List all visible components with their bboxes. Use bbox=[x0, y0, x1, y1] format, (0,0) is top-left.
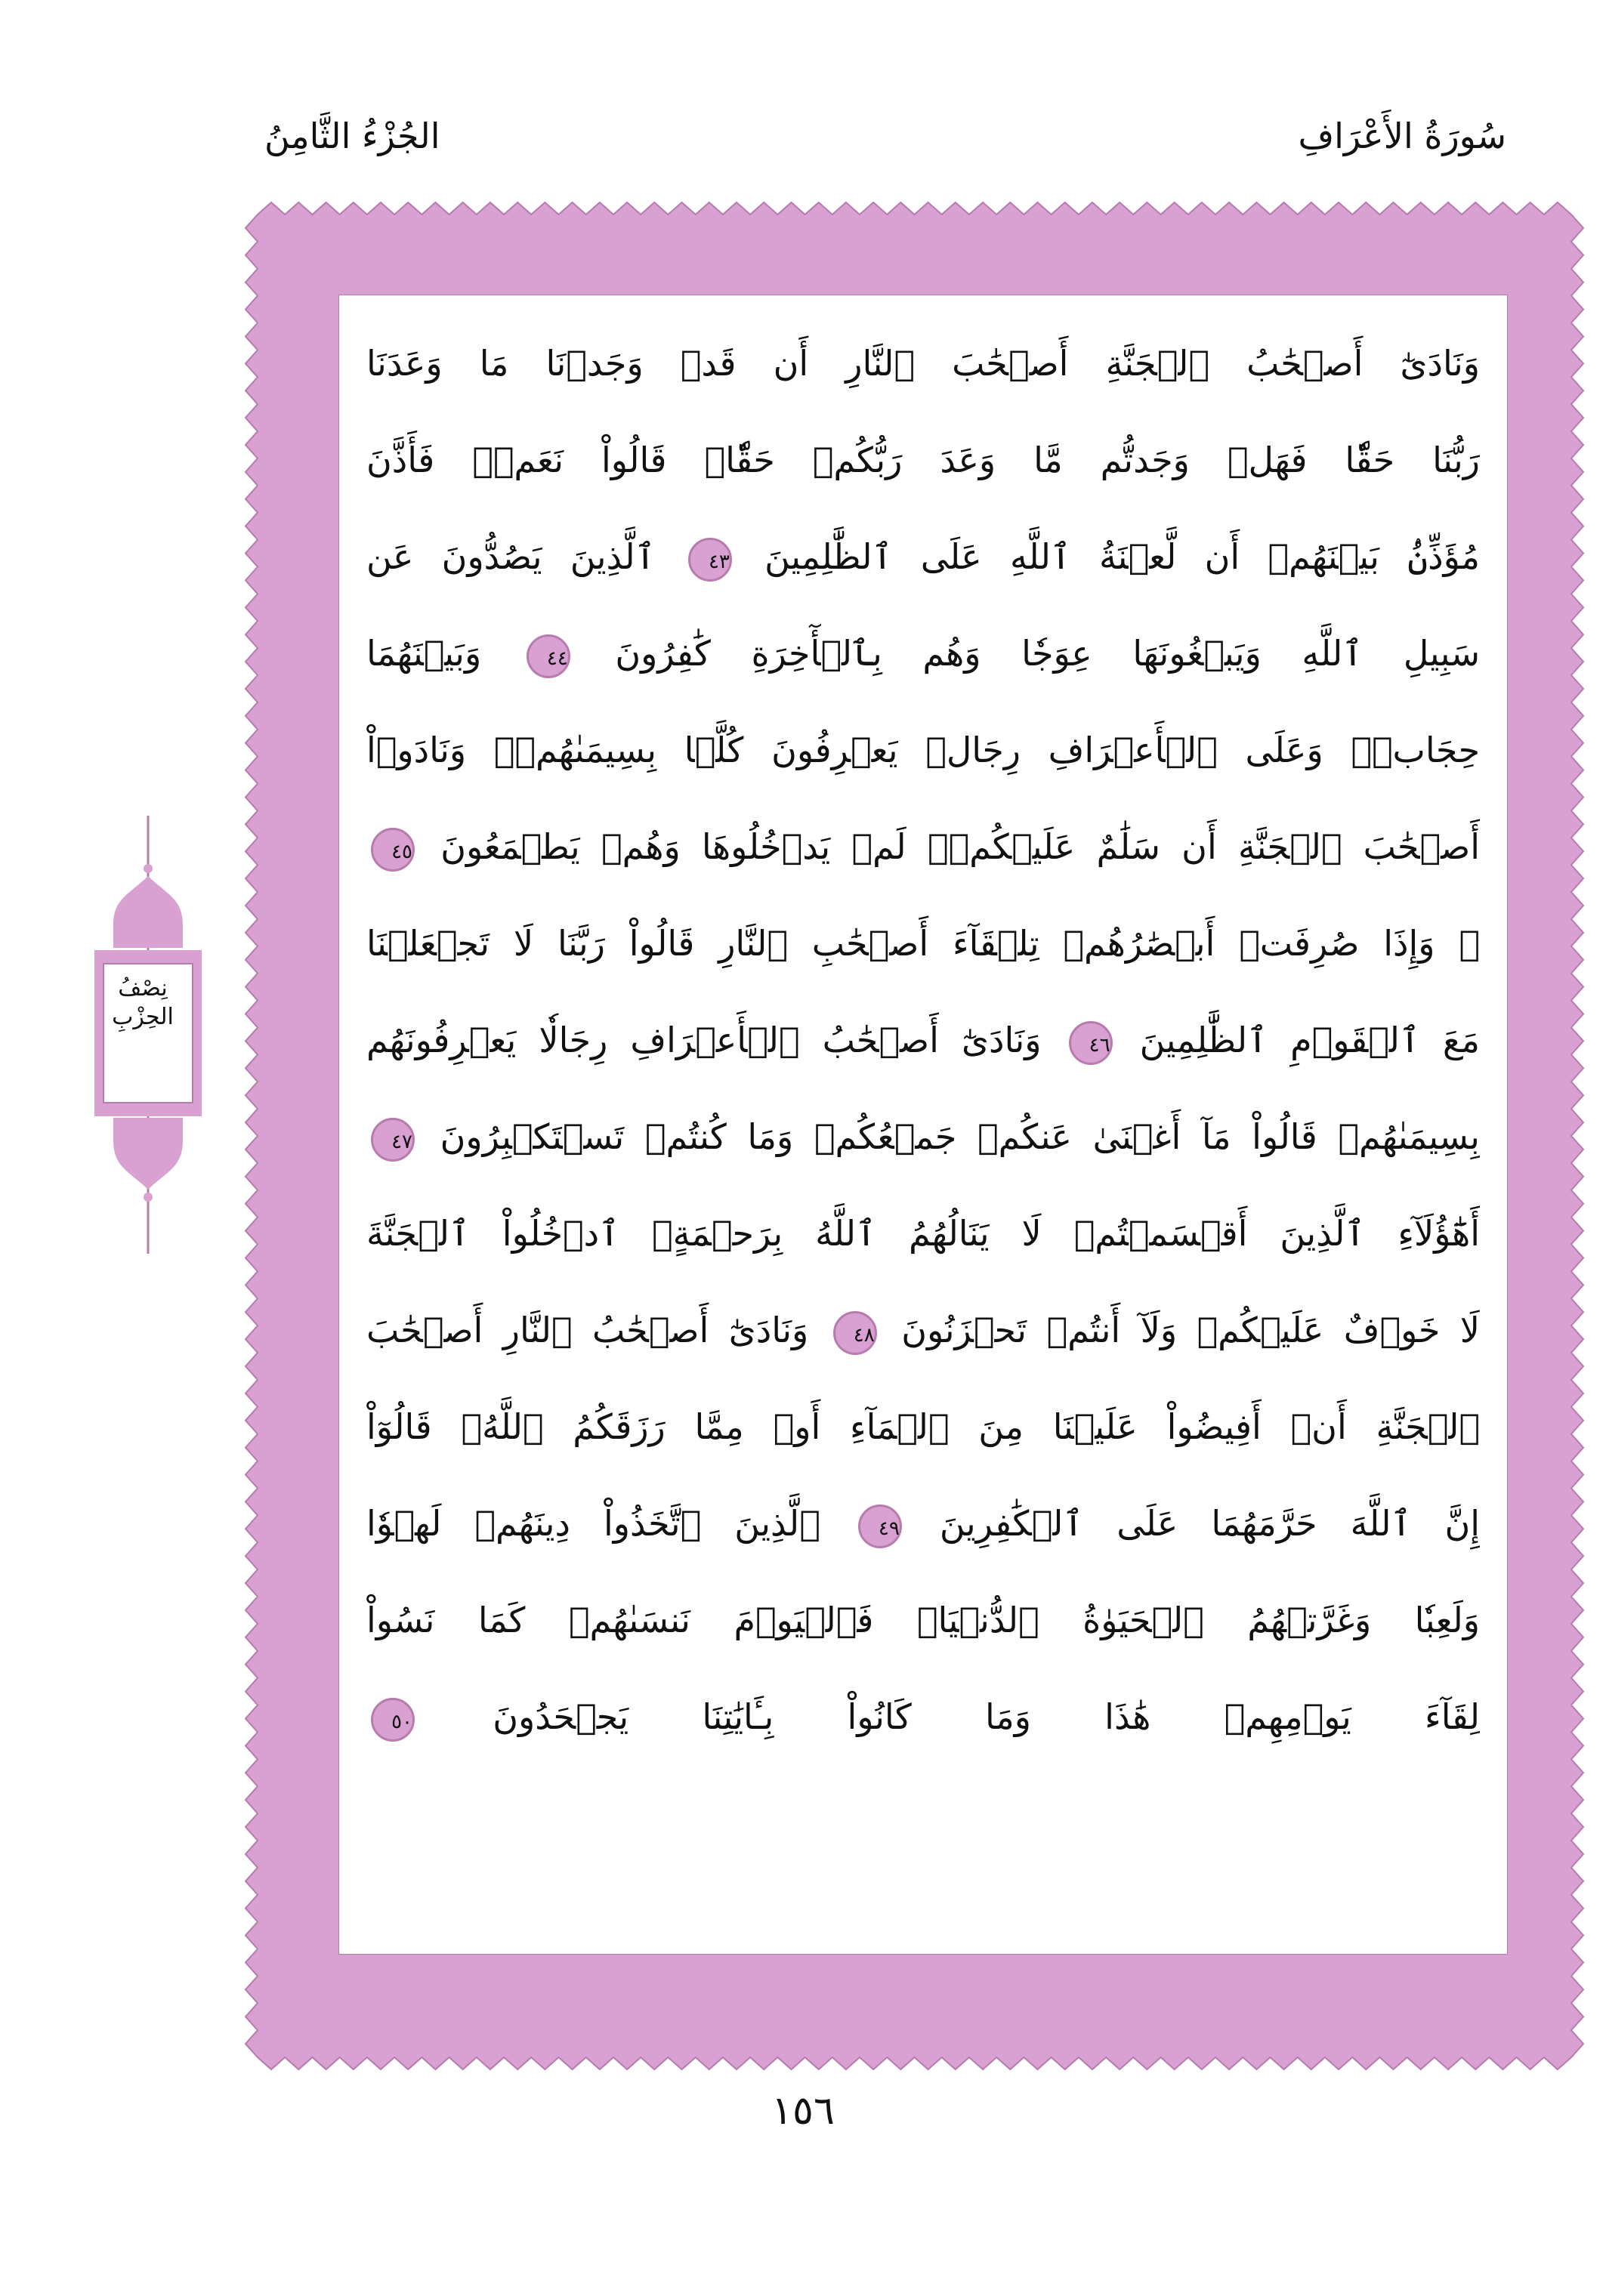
juz-name: الجُزْءُ الثَّامِنُ bbox=[264, 116, 440, 156]
surah-name: سُورَةُ الأَعْرَافِ bbox=[1298, 116, 1506, 156]
hizb-ornament-icon bbox=[0, 0, 302, 1359]
quran-text-area bbox=[339, 295, 1507, 1954]
ayah-number-marker: ٤٤ bbox=[527, 634, 570, 678]
verse-text: سَبِيلِ ٱللَّهِ وَيَبۡغُونَهَا عِوَجٗا وَهُم بِٱلۡأٓخِرَةِ كَٰفِرُونَ bbox=[615, 633, 1480, 674]
ayah-number-marker: ٤٦ bbox=[1069, 1021, 1113, 1065]
hizb-label-line2: الحِزْبِ bbox=[112, 1004, 174, 1030]
verse-line bbox=[366, 315, 1480, 412]
page-number: ١٥٦ bbox=[771, 2088, 835, 2134]
verse-line bbox=[366, 1088, 1480, 1185]
verse-line bbox=[366, 1475, 1480, 1572]
verse-line bbox=[366, 1282, 1480, 1378]
verse-text: إِنَّ ٱللَّهَ حَرَّمَهُمَا عَلَى ٱلۡكَٰفِرِينَ bbox=[939, 1503, 1480, 1544]
verse-line bbox=[366, 1378, 1480, 1475]
ayah-number-marker: ٤٧ bbox=[371, 1118, 415, 1162]
verse-text: رَبُّنَا حَقّٗا فَهَلۡ وَجَدتُّم مَّا وَعَدَ رَبُّكُمۡ حَقّٗاۖ قَالُواْ نَعَمۡۚ فَأَذَّنَ bbox=[366, 440, 1480, 480]
ayah-number-marker: ٤٨ bbox=[833, 1311, 877, 1355]
verse-text: ۞ وَإِذَا صُرِفَتۡ أَبۡصَٰرُهُمۡ تِلۡقَآءَ أَصۡحَٰبِ ٱلنَّارِ قَالُواْ رَبَّنَا لَا تَجۡعَلۡنَا bbox=[366, 923, 1480, 964]
verse-line bbox=[366, 412, 1480, 508]
verse-line bbox=[366, 1185, 1480, 1282]
verse-text: مُؤَذِّنُۢ بَيۡنَهُمۡ أَن لَّعۡنَةُ ٱللَّهِ عَلَى ٱلظَّٰلِمِينَ bbox=[764, 536, 1480, 577]
verse-line bbox=[366, 1668, 1480, 1765]
verse-line bbox=[366, 895, 1480, 992]
verse-line bbox=[366, 702, 1480, 798]
verse-text: لَا خَوۡفٌ عَلَيۡكُمۡ وَلَآ أَنتُمۡ تَحۡزَنُونَ bbox=[901, 1310, 1480, 1350]
verse-text: وَنَادَىٰٓ أَصۡحَٰبُ ٱلۡجَنَّةِ أَصۡحَٰبَ ٱلنَّارِ أَن قَدۡ وَجَدۡنَا مَا وَعَدَنَا bbox=[366, 343, 1480, 384]
verse-lines bbox=[366, 315, 1480, 1765]
verse-text: وَنَادَىٰٓ أَصۡحَٰبُ ٱلنَّارِ أَصۡحَٰبَ bbox=[366, 1310, 809, 1350]
verse-text: ٱلۡجَنَّةِ أَنۡ أَفِيضُواْ عَلَيۡنَا مِنَ ٱلۡمَآءِ أَوۡ مِمَّا رَزَقَكُمُ ٱللَّهُۚ قَالُوٓاْ bbox=[366, 1406, 1480, 1447]
verse-text: بِسِيمَىٰهُمۡ قَالُواْ مَآ أَغۡنَىٰ عَنكُمۡ جَمۡعُكُمۡ وَمَا كُنتُمۡ تَسۡتَكۡبِرُونَ bbox=[440, 1116, 1480, 1157]
verse-text: وَلَعِبٗا وَغَرَّتۡهُمُ ٱلۡحَيَوٰةُ ٱلدُّنۡيَاۚ فَٱلۡيَوۡمَ نَنسَىٰهُمۡ كَمَا نَسُواْ bbox=[366, 1600, 1480, 1640]
verse-text: أَصۡحَٰبَ ٱلۡجَنَّةِ أَن سَلَٰمٌ عَلَيۡكُمۡۚ لَمۡ يَدۡخُلُوهَا وَهُمۡ يَطۡمَعُونَ bbox=[440, 826, 1480, 867]
verse-text: أَهَٰٓؤُلَآءِ ٱلَّذِينَ أَقۡسَمۡتُمۡ لَا يَنَالُهُمُ ٱللَّهُ بِرَحۡمَةٍۚ ٱدۡخُلُواْ ٱلۡجَنَّةَ bbox=[366, 1213, 1480, 1254]
hizb-label bbox=[94, 974, 192, 1032]
ayah-number-marker: ٤٥ bbox=[371, 828, 415, 872]
verse-line bbox=[366, 1572, 1480, 1668]
verse-text: مَعَ ٱلۡقَوۡمِ ٱلظَّٰلِمِينَ bbox=[1139, 1020, 1480, 1060]
verse-text: وَنَادَىٰٓ أَصۡحَٰبُ ٱلۡأَعۡرَافِ رِجَالٗا يَعۡرِفُونَهُم bbox=[366, 1020, 1042, 1060]
verse-text: وَبَيۡنَهُمَا bbox=[366, 633, 482, 674]
verse-line bbox=[366, 605, 1480, 702]
verse-line bbox=[366, 798, 1480, 895]
ayah-number-marker: ٥٠ bbox=[371, 1698, 415, 1742]
verse-text: لِقَآءَ يَوۡمِهِمۡ هَٰذَا وَمَا كَانُواْ بِـَٔايَٰتِنَا يَجۡحَدُونَ bbox=[493, 1696, 1480, 1737]
verse-line bbox=[366, 992, 1480, 1088]
hizb-label-line1: نِصْفُ bbox=[118, 975, 168, 1001]
verse-text: ٱلَّذِينَ يَصُدُّونَ عَن bbox=[366, 536, 656, 577]
verse-text: ٱلَّذِينَ ٱتَّخَذُواْ دِينَهُمۡ لَهۡوٗا bbox=[366, 1503, 820, 1544]
ayah-number-marker: ٤٣ bbox=[688, 538, 732, 582]
verse-line bbox=[366, 508, 1480, 605]
verse-text: حِجَابٞۚ وَعَلَى ٱلۡأَعۡرَافِ رِجَالٞ يَعۡرِفُونَ كُلَّۢا بِسِيمَىٰهُمۡۚ وَنَادَوۡاْ bbox=[366, 730, 1480, 770]
ayah-number-marker: ٤٩ bbox=[858, 1504, 902, 1548]
